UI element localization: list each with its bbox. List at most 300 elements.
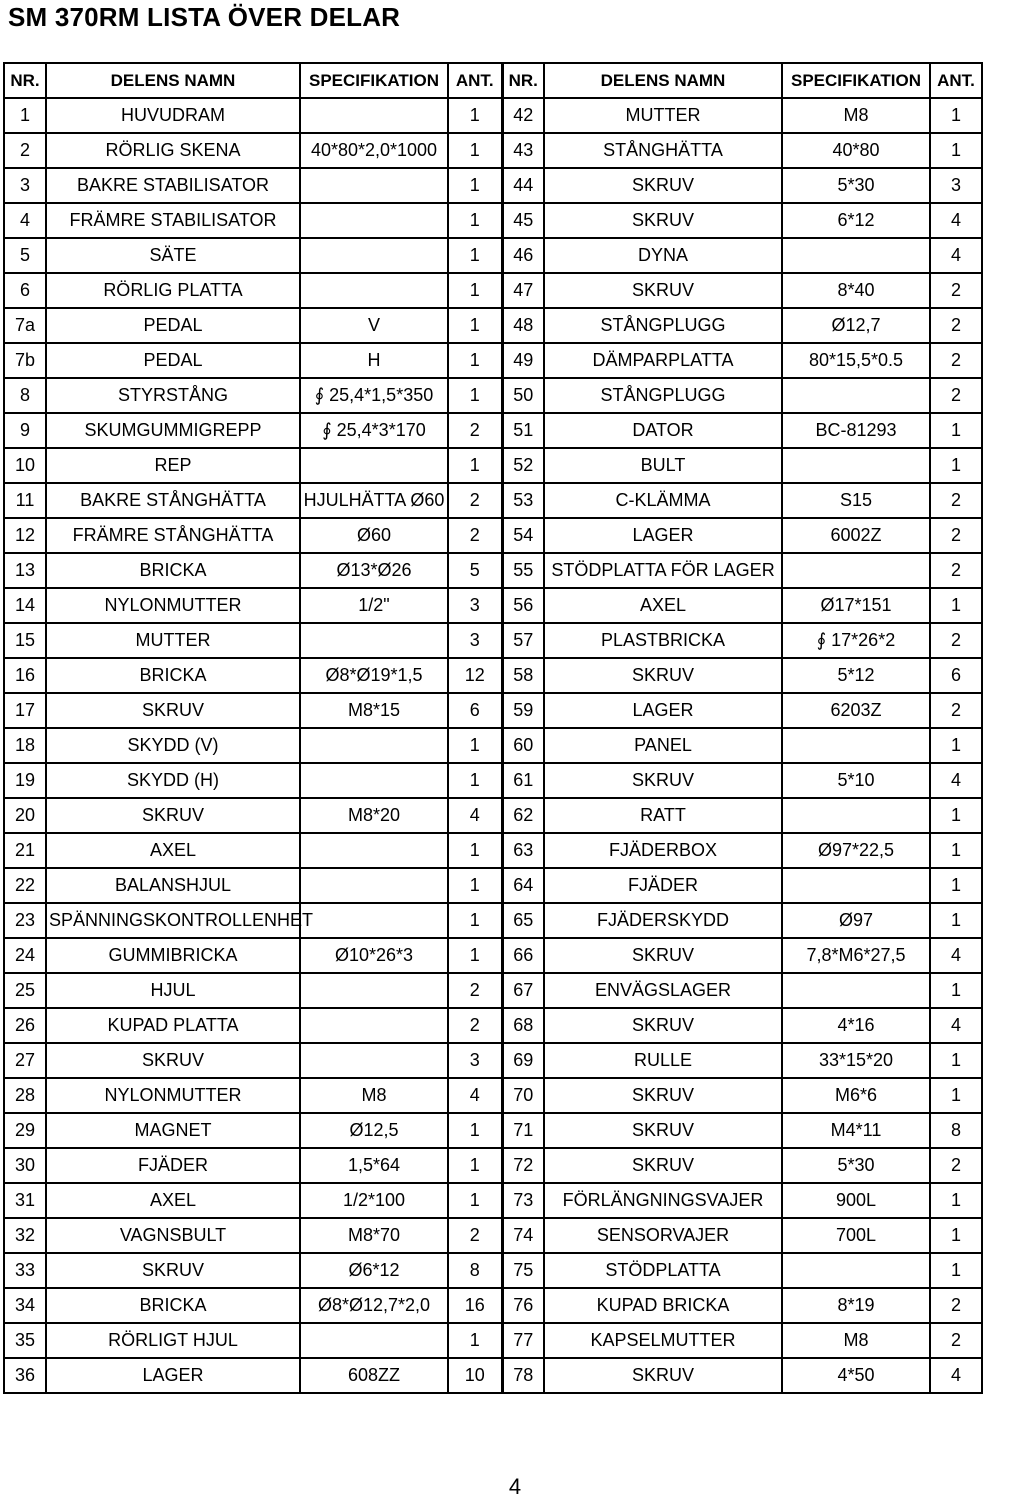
part-name-cell: C-KLÄMMA: [544, 483, 782, 518]
part-specification-cell: [300, 728, 448, 763]
part-quantity-cell: 4: [930, 763, 982, 798]
table-row: [4, 1218, 982, 1253]
part-number-cell: 13: [4, 553, 46, 588]
table-row: [4, 938, 982, 973]
part-specification-cell: [782, 973, 930, 1008]
parts-table-body: [4, 98, 982, 1393]
part-number-cell: 16: [4, 658, 46, 693]
part-specification-cell: 8*40: [782, 273, 930, 308]
part-name-cell: VAGNSBULT: [46, 1218, 300, 1253]
part-specification-cell: V: [300, 308, 448, 343]
part-number-cell: 12: [4, 518, 46, 553]
part-specification-cell: Ø12,5: [300, 1113, 448, 1148]
part-quantity-cell: 1: [930, 1078, 982, 1113]
part-specification-cell: Ø8*Ø12,7*2,0: [300, 1288, 448, 1323]
part-number-cell: 11: [4, 483, 46, 518]
part-specification-cell: Ø60: [300, 518, 448, 553]
part-specification-cell: 1/2": [300, 588, 448, 623]
part-number-cell: 14: [4, 588, 46, 623]
part-name-cell: HUVUDRAM: [46, 98, 300, 133]
part-name-cell: FJÄDER: [544, 868, 782, 903]
part-quantity-cell: 4: [930, 938, 982, 973]
part-quantity-cell: 2: [930, 273, 982, 308]
part-specification-cell: H: [300, 343, 448, 378]
table-row: [4, 168, 982, 203]
part-quantity-cell: 2: [448, 483, 502, 518]
part-number-cell: 47: [502, 273, 544, 308]
part-number-cell: 43: [502, 133, 544, 168]
table-row: [4, 378, 982, 413]
part-quantity-cell: 2: [448, 413, 502, 448]
part-specification-cell: 1,5*64: [300, 1148, 448, 1183]
part-name-cell: SKRUV: [46, 1253, 300, 1288]
part-name-cell: STYRSTÅNG: [46, 378, 300, 413]
part-number-cell: 4: [4, 203, 46, 238]
part-name-cell: SKRUV: [544, 168, 782, 203]
part-quantity-cell: 1: [448, 868, 502, 903]
part-number-cell: 8: [4, 378, 46, 413]
table-row: [4, 973, 982, 1008]
table-row: [4, 763, 982, 798]
part-number-cell: 23: [4, 903, 46, 938]
part-number-cell: 3: [4, 168, 46, 203]
part-specification-cell: [300, 1323, 448, 1358]
table-row: [4, 1008, 982, 1043]
part-specification-cell: M6*6: [782, 1078, 930, 1113]
part-specification-cell: Ø6*12: [300, 1253, 448, 1288]
part-name-cell: STÖDPLATTA FÖR LAGER: [544, 553, 782, 588]
part-quantity-cell: 1: [930, 833, 982, 868]
part-specification-cell: 33*15*20: [782, 1043, 930, 1078]
part-specification-cell: [782, 553, 930, 588]
part-quantity-cell: 1: [448, 203, 502, 238]
part-specification-cell: ∮ 25,4*1,5*350: [300, 378, 448, 413]
part-specification-cell: [782, 868, 930, 903]
part-quantity-cell: 2: [930, 483, 982, 518]
part-specification-cell: 6203Z: [782, 693, 930, 728]
part-number-cell: 20: [4, 798, 46, 833]
part-specification-cell: BC-81293: [782, 413, 930, 448]
part-number-cell: 29: [4, 1113, 46, 1148]
part-specification-cell: Ø17*151: [782, 588, 930, 623]
part-number-cell: 24: [4, 938, 46, 973]
part-number-cell: 46: [502, 238, 544, 273]
part-number-cell: 26: [4, 1008, 46, 1043]
part-number-cell: 64: [502, 868, 544, 903]
header-quantity: ANT.: [448, 63, 502, 98]
part-quantity-cell: 1: [448, 273, 502, 308]
part-number-cell: 15: [4, 623, 46, 658]
part-name-cell: SKRUV: [544, 203, 782, 238]
part-quantity-cell: 1: [930, 588, 982, 623]
part-specification-cell: 40*80: [782, 133, 930, 168]
part-quantity-cell: 1: [448, 168, 502, 203]
part-number-cell: 49: [502, 343, 544, 378]
part-number-cell: 75: [502, 1253, 544, 1288]
part-name-cell: SKRUV: [544, 1358, 782, 1393]
part-specification-cell: M8: [300, 1078, 448, 1113]
part-name-cell: RÖRLIG PLATTA: [46, 273, 300, 308]
part-number-cell: 67: [502, 973, 544, 1008]
part-name-cell: PEDAL: [46, 308, 300, 343]
part-quantity-cell: 3: [448, 1043, 502, 1078]
part-name-cell: RULLE: [544, 1043, 782, 1078]
table-row: [4, 1078, 982, 1113]
part-quantity-cell: 1: [930, 973, 982, 1008]
part-quantity-cell: 2: [930, 518, 982, 553]
part-number-cell: 10: [4, 448, 46, 483]
part-specification-cell: Ø13*Ø26: [300, 553, 448, 588]
part-specification-cell: [300, 763, 448, 798]
part-number-cell: 17: [4, 693, 46, 728]
part-number-cell: 66: [502, 938, 544, 973]
part-name-cell: FRÄMRE STÅNGHÄTTA: [46, 518, 300, 553]
part-number-cell: 22: [4, 868, 46, 903]
part-name-cell: PLASTBRICKA: [544, 623, 782, 658]
part-quantity-cell: 2: [448, 1218, 502, 1253]
part-number-cell: 69: [502, 1043, 544, 1078]
part-number-cell: 48: [502, 308, 544, 343]
part-quantity-cell: 1: [448, 938, 502, 973]
part-number-cell: 7b: [4, 343, 46, 378]
part-specification-cell: [782, 378, 930, 413]
table-row: [4, 238, 982, 273]
part-quantity-cell: 1: [930, 798, 982, 833]
part-specification-cell: ∮ 17*26*2: [782, 623, 930, 658]
table-row: [4, 833, 982, 868]
part-quantity-cell: 1: [930, 413, 982, 448]
part-specification-cell: 4*50: [782, 1358, 930, 1393]
part-name-cell: FJÄDERBOX: [544, 833, 782, 868]
part-name-cell: STÅNGPLUGG: [544, 308, 782, 343]
part-quantity-cell: 1: [448, 133, 502, 168]
header-specification-right: SPECIFIKATION: [782, 63, 930, 98]
part-specification-cell: [782, 448, 930, 483]
part-specification-cell: [782, 1253, 930, 1288]
part-number-cell: 32: [4, 1218, 46, 1253]
page-title: SM 370RM LISTA ÖVER DELAR: [8, 2, 401, 32]
part-quantity-cell: 4: [930, 203, 982, 238]
part-name-cell: GUMMIBRICKA: [46, 938, 300, 973]
table-row: [4, 798, 982, 833]
part-quantity-cell: 1: [448, 238, 502, 273]
part-quantity-cell: 2: [930, 553, 982, 588]
part-number-cell: 61: [502, 763, 544, 798]
part-specification-cell: [300, 623, 448, 658]
header-nr-right: NR.: [502, 63, 544, 98]
table-row: [4, 1148, 982, 1183]
part-name-cell: STÅNGPLUGG: [544, 378, 782, 413]
header-specification: SPECIFIKATION: [300, 63, 448, 98]
part-name-cell: SKRUV: [544, 938, 782, 973]
part-name-cell: AXEL: [46, 1183, 300, 1218]
table-row: [4, 203, 982, 238]
part-name-cell: REP: [46, 448, 300, 483]
part-name-cell: MUTTER: [46, 623, 300, 658]
part-quantity-cell: 1: [930, 903, 982, 938]
table-row: [4, 1183, 982, 1218]
part-specification-cell: M8*15: [300, 693, 448, 728]
part-name-cell: DATOR: [544, 413, 782, 448]
part-quantity-cell: 8: [930, 1113, 982, 1148]
part-name-cell: SKYDD (H): [46, 763, 300, 798]
part-quantity-cell: 1: [930, 133, 982, 168]
table-row: [4, 1358, 982, 1393]
part-specification-cell: Ø97: [782, 903, 930, 938]
part-name-cell: KUPAD BRICKA: [544, 1288, 782, 1323]
part-quantity-cell: 3: [930, 168, 982, 203]
table-row: [4, 1288, 982, 1323]
part-name-cell: SKRUV: [544, 1078, 782, 1113]
part-number-cell: 59: [502, 693, 544, 728]
part-number-cell: 19: [4, 763, 46, 798]
part-number-cell: 65: [502, 903, 544, 938]
part-quantity-cell: 1: [448, 343, 502, 378]
part-name-cell: BULT: [544, 448, 782, 483]
part-specification-cell: 5*30: [782, 168, 930, 203]
part-name-cell: HJUL: [46, 973, 300, 1008]
part-quantity-cell: 1: [448, 98, 502, 133]
part-quantity-cell: 1: [448, 903, 502, 938]
part-quantity-cell: 4: [448, 1078, 502, 1113]
part-number-cell: 9: [4, 413, 46, 448]
part-quantity-cell: 1: [930, 1043, 982, 1078]
part-quantity-cell: 2: [930, 343, 982, 378]
part-quantity-cell: 1: [448, 833, 502, 868]
parts-table: [3, 62, 983, 1394]
part-specification-cell: 1/2*100: [300, 1183, 448, 1218]
part-name-cell: LAGER: [46, 1358, 300, 1393]
part-quantity-cell: 6: [930, 658, 982, 693]
part-number-cell: 57: [502, 623, 544, 658]
part-name-cell: SKRUV: [46, 798, 300, 833]
table-row: [4, 658, 982, 693]
table-row: [4, 448, 982, 483]
part-number-cell: 35: [4, 1323, 46, 1358]
part-name-cell: PANEL: [544, 728, 782, 763]
part-specification-cell: [300, 833, 448, 868]
part-number-cell: 28: [4, 1078, 46, 1113]
part-number-cell: 55: [502, 553, 544, 588]
part-number-cell: 52: [502, 448, 544, 483]
part-specification-cell: [782, 238, 930, 273]
part-specification-cell: 5*10: [782, 763, 930, 798]
part-specification-cell: Ø10*26*3: [300, 938, 448, 973]
part-number-cell: 53: [502, 483, 544, 518]
part-number-cell: 34: [4, 1288, 46, 1323]
part-specification-cell: [782, 728, 930, 763]
part-name-cell: DYNA: [544, 238, 782, 273]
part-quantity-cell: 1: [930, 728, 982, 763]
part-name-cell: RATT: [544, 798, 782, 833]
part-name-cell: NYLONMUTTER: [46, 588, 300, 623]
part-name-cell: DÄMPARPLATTA: [544, 343, 782, 378]
table-row: [4, 483, 982, 518]
part-name-cell: BRICKA: [46, 658, 300, 693]
table-row: [4, 1323, 982, 1358]
part-number-cell: 58: [502, 658, 544, 693]
part-number-cell: 44: [502, 168, 544, 203]
part-quantity-cell: 3: [448, 623, 502, 658]
part-number-cell: 68: [502, 1008, 544, 1043]
part-specification-cell: [300, 868, 448, 903]
part-quantity-cell: 10: [448, 1358, 502, 1393]
header-row: [4, 63, 982, 98]
part-number-cell: 2: [4, 133, 46, 168]
part-name-cell: STÅNGHÄTTA: [544, 133, 782, 168]
part-name-cell: KAPSELMUTTER: [544, 1323, 782, 1358]
part-quantity-cell: 2: [930, 623, 982, 658]
part-name-cell: ENVÄGSLAGER: [544, 973, 782, 1008]
part-number-cell: 1: [4, 98, 46, 133]
part-number-cell: 6: [4, 273, 46, 308]
part-quantity-cell: 3: [448, 588, 502, 623]
part-number-cell: 63: [502, 833, 544, 868]
part-specification-cell: [300, 98, 448, 133]
part-quantity-cell: 4: [448, 798, 502, 833]
part-specification-cell: Ø8*Ø19*1,5: [300, 658, 448, 693]
part-quantity-cell: 1: [930, 448, 982, 483]
part-name-cell: SKRUV: [46, 1043, 300, 1078]
table-row: [4, 728, 982, 763]
part-number-cell: 62: [502, 798, 544, 833]
part-quantity-cell: 6: [448, 693, 502, 728]
part-specification-cell: [300, 168, 448, 203]
part-specification-cell: [300, 1008, 448, 1043]
part-quantity-cell: 2: [448, 1008, 502, 1043]
part-name-cell: KUPAD PLATTA: [46, 1008, 300, 1043]
table-row: [4, 98, 982, 133]
part-number-cell: 76: [502, 1288, 544, 1323]
part-specification-cell: M8: [782, 98, 930, 133]
part-number-cell: 60: [502, 728, 544, 763]
table-row: [4, 1253, 982, 1288]
header-part-name-right: DELENS NAMN: [544, 63, 782, 98]
part-specification-cell: [300, 973, 448, 1008]
header-nr: NR.: [4, 63, 46, 98]
part-specification-cell: M8: [782, 1323, 930, 1358]
part-name-cell: FRÄMRE STABILISATOR: [46, 203, 300, 238]
part-quantity-cell: 12: [448, 658, 502, 693]
part-number-cell: 73: [502, 1183, 544, 1218]
part-number-cell: 30: [4, 1148, 46, 1183]
part-specification-cell: 900L: [782, 1183, 930, 1218]
part-number-cell: 25: [4, 973, 46, 1008]
part-quantity-cell: 1: [448, 1113, 502, 1148]
part-quantity-cell: 1: [448, 763, 502, 798]
part-name-cell: MUTTER: [544, 98, 782, 133]
part-name-cell: AXEL: [544, 588, 782, 623]
part-number-cell: 18: [4, 728, 46, 763]
part-name-cell: BRICKA: [46, 1288, 300, 1323]
part-number-cell: 7a: [4, 308, 46, 343]
part-name-cell: BRICKA: [46, 553, 300, 588]
part-specification-cell: 6*12: [782, 203, 930, 238]
part-name-cell: SKRUV: [544, 1113, 782, 1148]
table-row: [4, 518, 982, 553]
table-row: [4, 868, 982, 903]
table-row: [4, 308, 982, 343]
part-quantity-cell: 2: [930, 1148, 982, 1183]
part-number-cell: 51: [502, 413, 544, 448]
part-name-cell: SKRUV: [544, 1148, 782, 1183]
table-row: [4, 693, 982, 728]
part-name-cell: SPÄNNINGSKONTROLLENHET: [46, 903, 300, 938]
page-number: 4: [508, 1474, 522, 1499]
part-quantity-cell: 2: [930, 693, 982, 728]
part-quantity-cell: 2: [930, 1288, 982, 1323]
part-specification-cell: [300, 903, 448, 938]
part-name-cell: MAGNET: [46, 1113, 300, 1148]
table-row: [4, 1043, 982, 1078]
table-row: [4, 623, 982, 658]
part-name-cell: RÖRLIG SKENA: [46, 133, 300, 168]
header-quantity-right: ANT.: [930, 63, 982, 98]
part-name-cell: SKRUV: [46, 693, 300, 728]
part-number-cell: 74: [502, 1218, 544, 1253]
part-quantity-cell: 1: [930, 1218, 982, 1253]
part-name-cell: SÄTE: [46, 238, 300, 273]
table-row: [4, 273, 982, 308]
part-number-cell: 45: [502, 203, 544, 238]
part-name-cell: FJÄDERSKYDD: [544, 903, 782, 938]
part-specification-cell: [300, 1043, 448, 1078]
part-name-cell: SKRUV: [544, 763, 782, 798]
part-number-cell: 54: [502, 518, 544, 553]
part-name-cell: SKYDD (V): [46, 728, 300, 763]
part-quantity-cell: 1: [930, 1253, 982, 1288]
part-quantity-cell: 8: [448, 1253, 502, 1288]
part-quantity-cell: 1: [448, 448, 502, 483]
part-name-cell: SKUMGUMMIGREPP: [46, 413, 300, 448]
table-row: [4, 1113, 982, 1148]
part-number-cell: 50: [502, 378, 544, 413]
part-quantity-cell: 1: [930, 98, 982, 133]
part-name-cell: LAGER: [544, 693, 782, 728]
part-quantity-cell: 2: [930, 308, 982, 343]
part-number-cell: 42: [502, 98, 544, 133]
part-quantity-cell: 1: [930, 868, 982, 903]
part-specification-cell: 7,8*M6*27,5: [782, 938, 930, 973]
part-quantity-cell: 1: [448, 728, 502, 763]
part-specification-cell: [782, 798, 930, 833]
part-name-cell: BAKRE STABILISATOR: [46, 168, 300, 203]
part-specification-cell: M4*11: [782, 1113, 930, 1148]
part-quantity-cell: 1: [448, 1148, 502, 1183]
part-quantity-cell: 2: [448, 973, 502, 1008]
part-name-cell: BAKRE STÅNGHÄTTA: [46, 483, 300, 518]
part-specification-cell: Ø12,7: [782, 308, 930, 343]
part-quantity-cell: 4: [930, 1008, 982, 1043]
part-quantity-cell: 1: [930, 1183, 982, 1218]
part-specification-cell: HJULHÄTTA Ø60: [300, 483, 448, 518]
table-row: [4, 133, 982, 168]
part-number-cell: 72: [502, 1148, 544, 1183]
part-name-cell: SENSORVAJER: [544, 1218, 782, 1253]
part-specification-cell: 5*12: [782, 658, 930, 693]
part-specification-cell: 6002Z: [782, 518, 930, 553]
header-part-name: DELENS NAMN: [46, 63, 300, 98]
part-specification-cell: M8*20: [300, 798, 448, 833]
part-specification-cell: 80*15,5*0.5: [782, 343, 930, 378]
part-specification-cell: [300, 448, 448, 483]
part-number-cell: 71: [502, 1113, 544, 1148]
part-number-cell: 56: [502, 588, 544, 623]
part-quantity-cell: 1: [448, 1323, 502, 1358]
part-specification-cell: M8*70: [300, 1218, 448, 1253]
part-number-cell: 33: [4, 1253, 46, 1288]
part-specification-cell: [300, 238, 448, 273]
